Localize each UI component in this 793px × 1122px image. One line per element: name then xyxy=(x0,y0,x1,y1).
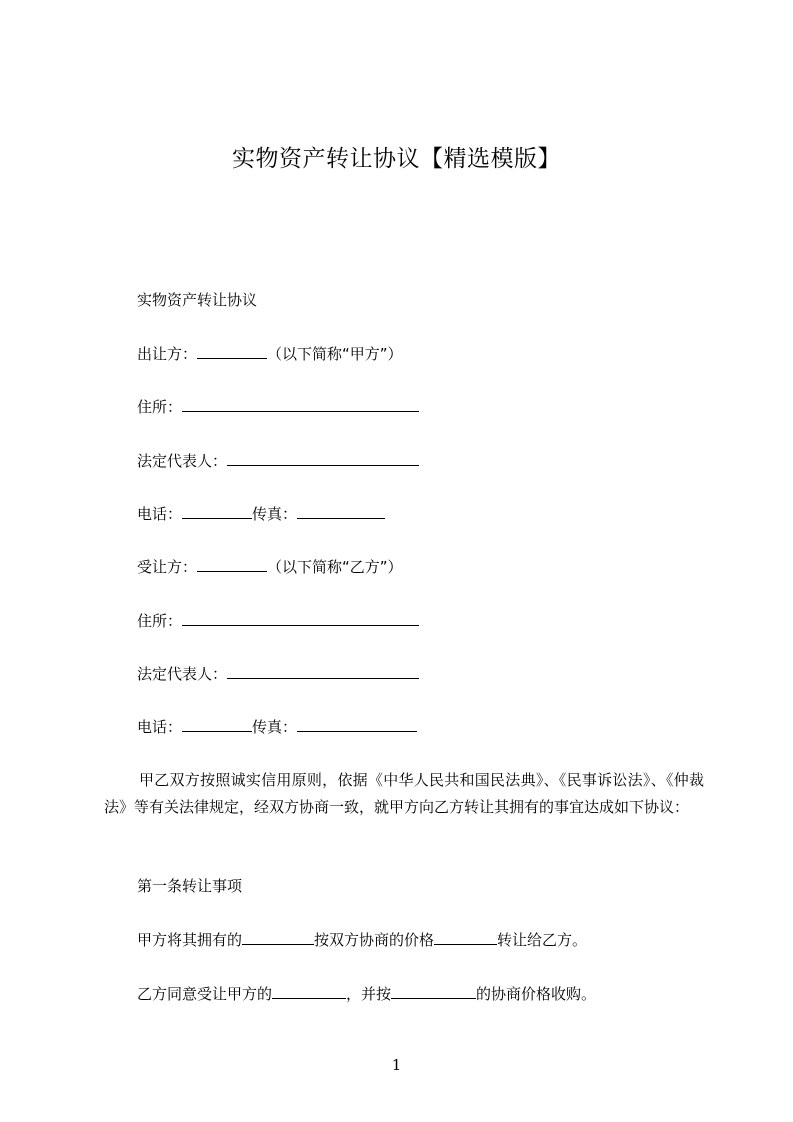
party-b-contact-line xyxy=(137,717,417,737)
party-a-name-blank xyxy=(197,344,267,359)
party-a-label: 出让方： xyxy=(137,345,198,363)
party-b-rep-blank xyxy=(227,664,419,679)
party-a-line xyxy=(137,344,403,364)
party-a-rep-label: 法定代表人： xyxy=(137,452,228,470)
clause-1-text-a: 甲方将其拥有的 xyxy=(137,931,243,949)
party-a-contact-line xyxy=(137,504,385,524)
party-b-address-blank xyxy=(182,611,419,626)
party-a-rep-blank xyxy=(227,451,419,466)
party-a-fax-label: 传真： xyxy=(252,505,298,523)
article-1-clause-1 xyxy=(137,930,587,950)
party-a-phone-blank xyxy=(182,504,252,519)
party-b-fax-label: 传真： xyxy=(252,718,298,736)
party-b-rep-label: 法定代表人： xyxy=(137,665,228,683)
clause-2-text-c: 的协商价格收购。 xyxy=(476,985,597,1003)
party-a-address-label: 住所： xyxy=(137,398,183,416)
asset-blank xyxy=(242,930,314,945)
clause-1-text-c: 转让给乙方。 xyxy=(497,931,588,949)
party-a-phone-label: 电话： xyxy=(137,505,183,523)
party-b-phone-label: 电话： xyxy=(137,718,183,736)
price-2-blank xyxy=(391,984,476,999)
party-b-line xyxy=(137,557,403,577)
document-heading: 实物资产转让协议 xyxy=(137,291,258,309)
party-b-label: 受让方： xyxy=(137,558,198,576)
party-a-suffix: （以下简称“甲方”） xyxy=(267,345,403,363)
party-b-address-label: 住所： xyxy=(137,612,183,630)
party-a-address-blank xyxy=(182,397,419,412)
party-b-name-blank xyxy=(197,557,267,572)
clause-2-text-a: 乙方同意受让甲方的 xyxy=(137,985,273,1003)
party-a-address-line xyxy=(137,397,419,417)
asset-2-blank xyxy=(272,984,346,999)
page-number: 1 xyxy=(391,1056,402,1074)
party-a-rep-line xyxy=(137,451,419,471)
party-b-address-line xyxy=(137,611,419,631)
price-blank xyxy=(434,930,497,945)
clause-2-text-b: ，并按 xyxy=(346,985,392,1003)
party-b-phone-blank xyxy=(182,717,252,732)
clause-1-text-b: 按双方协商的价格 xyxy=(314,931,435,949)
party-b-fax-blank xyxy=(297,717,417,732)
article-1-clause-2 xyxy=(137,984,596,1004)
party-a-fax-blank xyxy=(297,504,385,519)
party-b-suffix: （以下简称“乙方”） xyxy=(267,558,403,576)
party-b-rep-line xyxy=(137,664,419,684)
preamble-paragraph: 甲乙双方按照诚实信用原则，依据《中华人民共和国民法典》、《民事诉讼法》、《仲裁法》等有关法律规定，经双方协商一致，就甲方向乙方转让其拥有的事宜达成如下协议： xyxy=(104,771,704,816)
article-1-heading: 第一条转让事项 xyxy=(137,877,243,895)
page-title: 实物资产转让协议【精选模版】 xyxy=(232,146,561,172)
